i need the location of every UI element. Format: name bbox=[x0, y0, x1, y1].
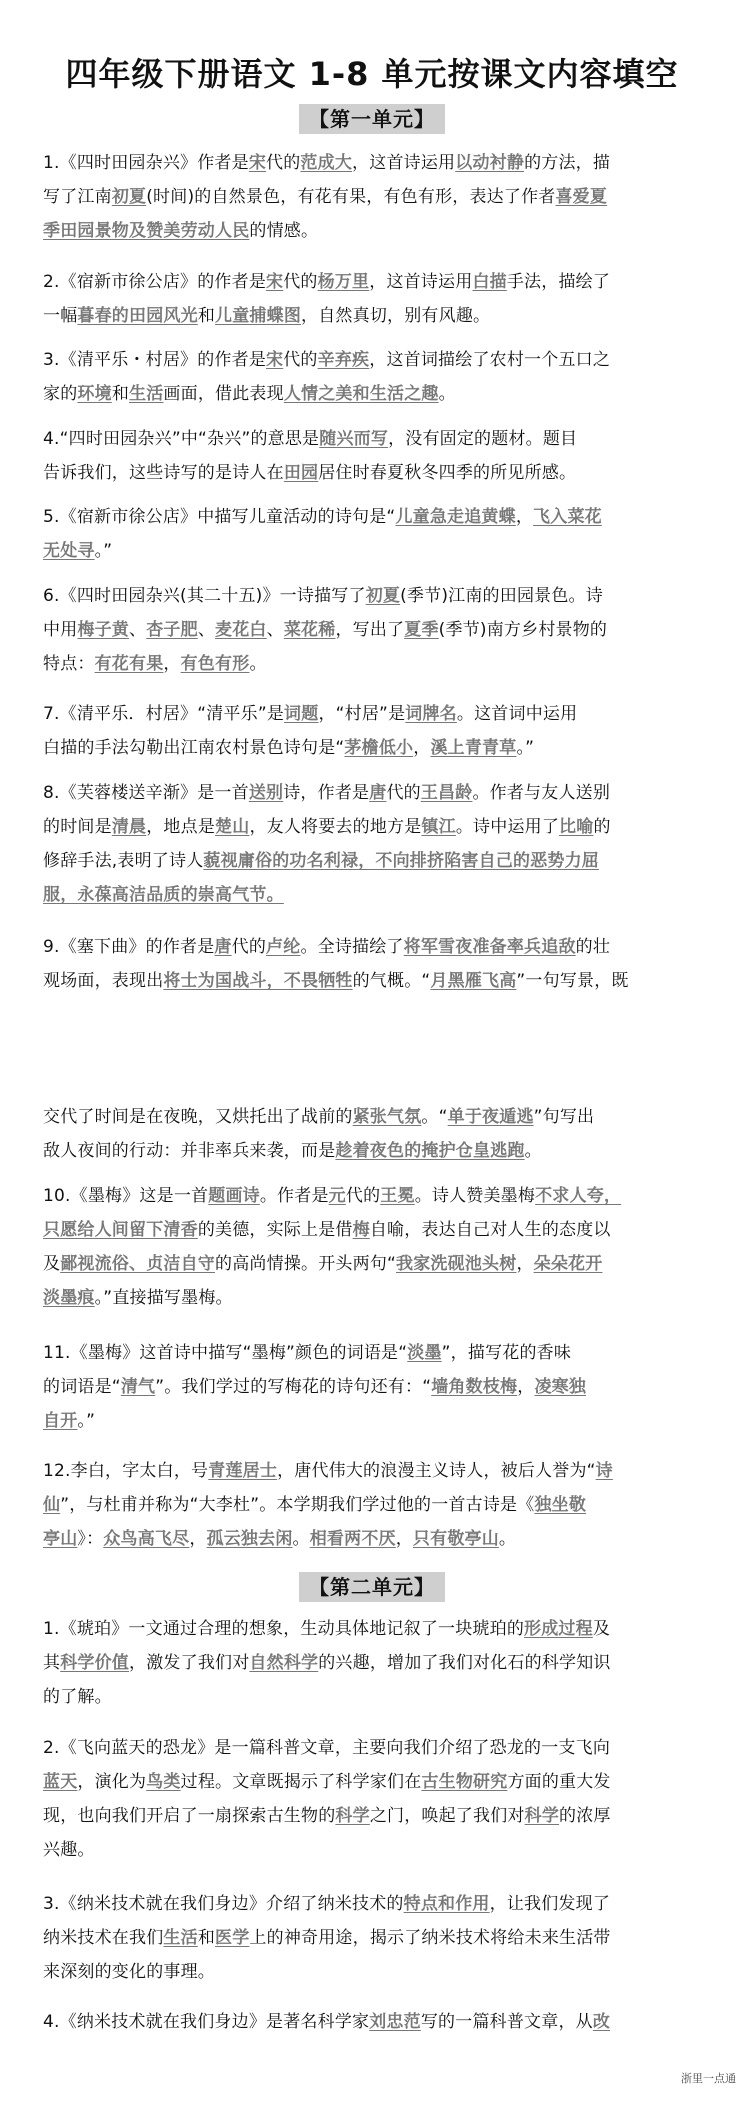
answer-blank: 人情之美和生活之趣 bbox=[283, 384, 439, 404]
prompt-text: ， bbox=[517, 1377, 535, 1397]
answer-blank: 不求人夸， bbox=[535, 1186, 622, 1206]
answer-blank: 科学价值 bbox=[60, 1653, 130, 1673]
text-line bbox=[43, 613, 705, 647]
prompt-text: 自喻，表达自己对人生的态度以 bbox=[369, 1220, 611, 1240]
prompt-text: 9.《塞下曲》的作者是 bbox=[43, 937, 215, 957]
prompt-text: 和 bbox=[197, 306, 216, 326]
prompt-text: 3.《纳米技术就在我们身边》介绍了纳米技术的 bbox=[43, 1894, 404, 1914]
answer-blank: 初夏 bbox=[111, 187, 147, 207]
text-line bbox=[43, 844, 705, 878]
prompt-text: 代的 bbox=[283, 272, 318, 292]
answer-blank: 儿童捕蝶图 bbox=[215, 306, 302, 326]
prompt-text: 的了解。 bbox=[43, 1687, 112, 1707]
prompt-text: ”句写出 bbox=[533, 1107, 595, 1127]
answer-blank: 众鸟高飞尽 bbox=[103, 1529, 190, 1549]
prompt-text: 。这首词中运用 bbox=[456, 704, 578, 724]
prompt-text: (季节)南方乡村景物的 bbox=[438, 620, 608, 640]
answer-blank: 独坐敬 bbox=[534, 1495, 587, 1515]
answer-blank: 诗 bbox=[595, 1461, 613, 1481]
prompt-text: 。作者与友人送别 bbox=[472, 783, 611, 803]
answer-blank: 将军雪夜准备率兵追敌 bbox=[403, 937, 576, 957]
prompt-text: ，唐代伟大的浪漫主义诗人，被后人誉为“ bbox=[277, 1461, 596, 1481]
prompt-text: 手法，描绘了 bbox=[506, 272, 611, 292]
prompt-text: 11.《墨梅》这首诗中描写“墨梅”颜色的词语是“ bbox=[43, 1343, 408, 1363]
prompt-text: (时间)的自然景色，有花有果，有色有形，表达了作者 bbox=[146, 187, 556, 207]
answer-blank: 题画诗 bbox=[208, 1186, 260, 1206]
answer-blank: 形成过程 bbox=[524, 1619, 593, 1639]
text-line bbox=[43, 776, 705, 810]
prompt-text: 画面，借此表现 bbox=[163, 384, 284, 404]
prompt-text: 其 bbox=[43, 1653, 61, 1673]
answer-blank: 科学 bbox=[524, 1806, 560, 1826]
answer-blank: 王昌龄 bbox=[420, 783, 473, 803]
answer-blank: 淡墨痕 bbox=[43, 1288, 95, 1308]
prompt-text: 告诉我们，这些诗写的是诗人在 bbox=[43, 463, 284, 483]
prompt-text: 。作者是 bbox=[259, 1186, 329, 1206]
answer-blank: 喜爱夏 bbox=[555, 187, 608, 207]
question-u1-10 bbox=[43, 1179, 705, 1315]
text-line bbox=[43, 377, 705, 411]
prompt-text: ，地点是 bbox=[146, 817, 216, 837]
prompt-text: 、 bbox=[197, 620, 216, 640]
prompt-text: 写了江南 bbox=[43, 187, 112, 207]
answer-blank: 无处寻 bbox=[43, 541, 95, 561]
answer-blank: 词题 bbox=[284, 704, 319, 724]
answer-blank: 将士为国战斗，不畏牺牲 bbox=[163, 971, 353, 991]
answer-blank: 茅檐低小 bbox=[344, 738, 414, 758]
prompt-text: 、 bbox=[266, 620, 284, 640]
answer-blank: 清气 bbox=[120, 1377, 156, 1397]
prompt-text: 1.《四时田园杂兴》作者是 bbox=[43, 153, 249, 173]
answer-blank: 王冕 bbox=[380, 1186, 415, 1206]
answer-blank: 亭山 bbox=[43, 1529, 78, 1549]
prompt-text: ，写出了 bbox=[335, 620, 405, 640]
prompt-text: 1.《琥珀》一文通过合理的想象，生动具体地记叙了一块琥珀的 bbox=[43, 1619, 525, 1639]
prompt-text: 12.李白，字太白，号 bbox=[43, 1461, 209, 1481]
answer-blank: 田园 bbox=[283, 463, 319, 483]
prompt-text: 。 bbox=[292, 1529, 310, 1549]
prompt-text: 及 bbox=[592, 1619, 611, 1639]
prompt-text: 的兴趣，增加了我们对化石的科学知识 bbox=[318, 1653, 611, 1673]
text-line bbox=[43, 1370, 705, 1404]
prompt-text: 。 bbox=[498, 1529, 517, 1549]
text-line bbox=[43, 1799, 705, 1833]
question-u1-8 bbox=[43, 776, 705, 912]
prompt-text: 》： bbox=[77, 1529, 104, 1549]
answer-blank: 梅子黄 bbox=[77, 620, 130, 640]
text-line bbox=[43, 647, 705, 681]
answer-blank: 改 bbox=[592, 2012, 611, 2032]
prompt-text: 。“ bbox=[421, 1107, 448, 1127]
text-line bbox=[43, 1247, 705, 1281]
prompt-text: 的美德，实际上是借 bbox=[197, 1220, 353, 1240]
answer-blank: 鄙视流俗、贞洁自守 bbox=[60, 1254, 216, 1274]
answer-blank: 清晨 bbox=[111, 817, 147, 837]
answer-blank: 藐视庸俗的功名利禄，不向排挤陷害自己的恶势力屈 bbox=[203, 851, 600, 871]
prompt-text: 7.《清平乐．村居》“清平乐”是 bbox=[43, 704, 285, 724]
text-line bbox=[43, 1765, 705, 1799]
answer-blank: 杏子肥 bbox=[146, 620, 198, 640]
question-u1-9-part1 bbox=[43, 930, 705, 998]
text-line bbox=[43, 878, 705, 912]
prompt-text: 家的 bbox=[43, 384, 78, 404]
prompt-text: 的气概。“ bbox=[352, 971, 431, 991]
question-u2-3 bbox=[43, 1887, 705, 1989]
text-line bbox=[43, 146, 705, 180]
answer-blank: 淡墨 bbox=[407, 1343, 442, 1363]
text-line bbox=[43, 180, 705, 214]
text-line bbox=[43, 1213, 705, 1247]
text-line bbox=[43, 265, 705, 299]
prompt-text: ，没有固定的题材。题目 bbox=[388, 429, 578, 449]
answer-blank: 送别 bbox=[248, 783, 284, 803]
answer-blank: 医学 bbox=[215, 1928, 250, 1948]
prompt-text: 。” bbox=[77, 1411, 96, 1431]
prompt-text: ，这首词描绘了农村一个五口之 bbox=[369, 350, 611, 370]
text-line bbox=[43, 1336, 705, 1370]
prompt-text: 中用 bbox=[43, 620, 78, 640]
prompt-text: 的高尚情操。开头两句“ bbox=[215, 1254, 397, 1274]
answer-blank: 自然科学 bbox=[249, 1653, 319, 1673]
text-line bbox=[43, 343, 705, 377]
text-line bbox=[43, 534, 705, 568]
prompt-text: ，激发了我们对 bbox=[129, 1653, 250, 1673]
prompt-text: 10.《墨梅》这是一首 bbox=[43, 1186, 209, 1206]
answer-blank: 儿童急走追黄蝶 bbox=[395, 507, 516, 527]
page-title: 四年级下册语文 1-8 单元按课文内容填空 bbox=[65, 55, 679, 93]
unit-2-label: 【第二单元】 bbox=[299, 1572, 445, 1602]
prompt-text: 8.《芙蓉楼送辛渐》是一首 bbox=[43, 783, 249, 803]
answer-blank: 宋 bbox=[266, 272, 284, 292]
answer-blank: 孤云独去闲 bbox=[206, 1529, 293, 1549]
answer-blank: 白描 bbox=[472, 272, 507, 292]
answer-blank: 蓝天 bbox=[43, 1772, 78, 1792]
text-line bbox=[43, 1955, 705, 1989]
prompt-text: ， bbox=[189, 1529, 207, 1549]
prompt-text: ， bbox=[516, 1254, 534, 1274]
prompt-text: 的方法，描 bbox=[524, 153, 611, 173]
answer-blank: 刘忠范 bbox=[369, 2012, 421, 2032]
prompt-text: ”一句写景，既 bbox=[516, 971, 629, 991]
answer-blank: 古生物研究 bbox=[421, 1772, 508, 1792]
text-line bbox=[43, 731, 705, 765]
prompt-text: 交代了时间是在夜晚，又烘托出了战前的 bbox=[43, 1107, 353, 1127]
prompt-text: 居住时春夏秋冬四季的所见所感。 bbox=[318, 463, 577, 483]
text-line bbox=[43, 299, 705, 333]
question-u1-9-part2 bbox=[43, 1100, 705, 1168]
prompt-text: 过程。文章既揭示了科学家们在 bbox=[180, 1772, 422, 1792]
prompt-text: 一幅 bbox=[43, 306, 78, 326]
prompt-text: 代的 bbox=[283, 350, 318, 370]
prompt-text: 的壮 bbox=[575, 937, 611, 957]
text-line bbox=[43, 422, 705, 456]
text-line bbox=[43, 1646, 705, 1680]
text-line bbox=[43, 1921, 705, 1955]
prompt-text: 来深刻的变化的事理。 bbox=[43, 1962, 215, 1982]
question-u1-6 bbox=[43, 579, 705, 681]
prompt-text: ，这首诗运用 bbox=[369, 272, 473, 292]
text-line bbox=[43, 1454, 705, 1488]
answer-blank: 唐 bbox=[369, 783, 387, 803]
answer-blank: 趁着夜色的掩护仓皇逃跑 bbox=[335, 1141, 525, 1161]
prompt-text: ，这首诗运用 bbox=[352, 153, 456, 173]
answer-blank: 青莲居士 bbox=[208, 1461, 278, 1481]
prompt-text: 。” bbox=[94, 541, 113, 561]
answer-blank: 只有敬亭山 bbox=[412, 1529, 499, 1549]
prompt-text: ，演化为 bbox=[77, 1772, 147, 1792]
answer-blank: 辛弃疾 bbox=[317, 350, 370, 370]
answer-blank: 相看两不厌 bbox=[309, 1529, 396, 1549]
prompt-text: 代的 bbox=[386, 783, 421, 803]
prompt-text: ， bbox=[515, 507, 534, 527]
answer-blank: 生活 bbox=[163, 1928, 198, 1948]
prompt-text: 的浓厚 bbox=[559, 1806, 611, 1826]
answer-blank: 宋 bbox=[266, 350, 284, 370]
prompt-text: 方面的重大发 bbox=[507, 1772, 611, 1792]
answer-blank: 服，永葆高洁品质的崇高气节。 bbox=[43, 885, 284, 905]
answer-blank: 卢纶 bbox=[266, 937, 301, 957]
unit-1-label: 【第一单元】 bbox=[299, 104, 445, 134]
answer-blank: 自开 bbox=[43, 1411, 78, 1431]
prompt-text: 4.“四时田园杂兴”中“杂兴”的意思是 bbox=[43, 429, 320, 449]
answer-blank: 宋 bbox=[248, 153, 267, 173]
answer-blank: 朵朵花开 bbox=[533, 1254, 603, 1274]
answer-blank: 墙角数枝梅 bbox=[431, 1377, 518, 1397]
prompt-text: 。” bbox=[516, 738, 535, 758]
answer-blank: 菜花稀 bbox=[283, 620, 336, 640]
prompt-text: 5.《宿新市徐公店》中描写儿童活动的诗句是“ bbox=[43, 507, 396, 527]
answer-blank: 词牌名 bbox=[405, 704, 457, 724]
text-line bbox=[43, 1731, 705, 1765]
question-u1-5 bbox=[43, 500, 705, 568]
answer-blank: 紧张气氛 bbox=[352, 1107, 422, 1127]
answer-blank: 唐 bbox=[214, 937, 232, 957]
question-u1-4 bbox=[43, 422, 705, 490]
answer-blank: 麦花白 bbox=[215, 620, 267, 640]
prompt-text: ， bbox=[163, 654, 181, 674]
answer-blank: 季田园景物及赞美劳动人民 bbox=[43, 221, 250, 241]
prompt-text: 3.《清平乐・村居》的作者是 bbox=[43, 350, 267, 370]
question-u1-3 bbox=[43, 343, 705, 411]
answer-blank: 有花有果 bbox=[94, 654, 164, 674]
prompt-text: 之门，唤起了我们对 bbox=[369, 1806, 525, 1826]
answer-blank: 环境 bbox=[77, 384, 112, 404]
prompt-text: 。诗人赞美墨梅 bbox=[414, 1186, 536, 1206]
question-u1-7 bbox=[43, 697, 705, 765]
question-u2-2 bbox=[43, 1731, 705, 1867]
text-line bbox=[43, 1281, 705, 1315]
prompt-text: 白描的手法勾勒出江南农村景色诗句是“ bbox=[43, 738, 345, 758]
answer-blank: 比喻 bbox=[559, 817, 594, 837]
question-u2-4 bbox=[43, 2005, 705, 2039]
prompt-text: 代的 bbox=[231, 937, 267, 957]
watermark-text: 浙里一点通 bbox=[681, 2072, 736, 2085]
text-line bbox=[43, 1100, 705, 1134]
text-line bbox=[43, 1404, 705, 1438]
text-line bbox=[43, 810, 705, 844]
prompt-text: 现，也向我们开启了一扇探索古生物的 bbox=[43, 1806, 336, 1826]
prompt-text: ”。我们学过的写梅花的诗句还有：“ bbox=[155, 1377, 432, 1397]
answer-blank: 只愿给人间留下清香 bbox=[43, 1220, 198, 1240]
prompt-text: 写的一篇科普文章，从 bbox=[420, 2012, 593, 2032]
prompt-text: 2.《飞向蓝天的恐龙》是一篇科普文章，主要向我们介绍了恐龙的一支飞向 bbox=[43, 1738, 611, 1758]
prompt-text: 的情感。 bbox=[249, 221, 319, 241]
prompt-text: 代的 bbox=[266, 153, 301, 173]
answer-blank: 我家洗砚池头树 bbox=[396, 1254, 517, 1274]
question-u1-11 bbox=[43, 1336, 705, 1438]
text-line bbox=[43, 1179, 705, 1213]
question-u2-1 bbox=[43, 1612, 705, 1714]
text-line bbox=[43, 1833, 705, 1867]
text-line bbox=[43, 930, 705, 964]
prompt-text: 兴趣。 bbox=[43, 1840, 95, 1860]
answer-blank: 有色有形 bbox=[180, 654, 250, 674]
prompt-text: 的 bbox=[593, 817, 611, 837]
text-line bbox=[43, 579, 705, 613]
prompt-text: 敌人夜间的行动：并非率兵来袭，而是 bbox=[43, 1141, 336, 1161]
prompt-text: 上的神奇用途，揭示了纳米技术将给未来生活带 bbox=[249, 1928, 611, 1948]
answer-blank: 特点和作用 bbox=[403, 1894, 490, 1914]
prompt-text: 诗，作者是 bbox=[283, 783, 370, 803]
prompt-text: ”，描写花的香味 bbox=[441, 1343, 572, 1363]
prompt-text: ，让我们发现了 bbox=[489, 1894, 611, 1914]
answer-blank: 楚山 bbox=[215, 817, 250, 837]
text-line bbox=[43, 1134, 705, 1168]
text-line bbox=[43, 1887, 705, 1921]
prompt-text: 及 bbox=[43, 1254, 61, 1274]
prompt-text: 6.《四时田园杂兴(其二十五)》一诗描写了 bbox=[43, 586, 366, 606]
prompt-text: 的词语是“ bbox=[43, 1377, 121, 1397]
prompt-text: 特点： bbox=[43, 654, 95, 674]
text-line bbox=[43, 214, 705, 248]
prompt-text: 4.《纳米技术就在我们身边》是著名科学家 bbox=[43, 2012, 370, 2032]
prompt-text: 代的 bbox=[345, 1186, 381, 1206]
prompt-text: 。 bbox=[438, 384, 456, 404]
prompt-text: 。 bbox=[249, 654, 267, 674]
text-line bbox=[43, 500, 705, 534]
text-line bbox=[43, 1522, 705, 1556]
answer-blank: 范成大 bbox=[300, 153, 353, 173]
answer-blank: 溪上青青草 bbox=[430, 738, 517, 758]
answer-blank: 科学 bbox=[335, 1806, 370, 1826]
text-line bbox=[43, 2005, 705, 2039]
text-line bbox=[43, 456, 705, 490]
prompt-text: 。全诗描绘了 bbox=[300, 937, 404, 957]
text-line bbox=[43, 1488, 705, 1522]
prompt-text: 和 bbox=[111, 384, 130, 404]
answer-blank: 仙 bbox=[43, 1495, 61, 1515]
prompt-text: 、 bbox=[129, 620, 147, 640]
prompt-text: 。”直接描写墨梅。 bbox=[94, 1288, 233, 1308]
text-line bbox=[43, 1612, 705, 1646]
question-u1-1 bbox=[43, 146, 705, 248]
question-u1-2 bbox=[43, 265, 705, 333]
text-line bbox=[43, 1680, 705, 1714]
prompt-text: 。诗中运用了 bbox=[455, 817, 560, 837]
answer-blank: 夏季 bbox=[404, 620, 439, 640]
prompt-text: ， bbox=[395, 1529, 413, 1549]
answer-blank: 以动衬静 bbox=[455, 153, 525, 173]
text-line bbox=[43, 964, 705, 998]
answer-blank: 凌寒独 bbox=[534, 1377, 587, 1397]
answer-blank: 飞入菜花 bbox=[533, 507, 602, 527]
prompt-text: 和 bbox=[197, 1928, 216, 1948]
answer-blank: 杨万里 bbox=[317, 272, 370, 292]
answer-blank: 镇江 bbox=[421, 817, 456, 837]
prompt-text: (季节)江南的田园景色。诗 bbox=[400, 586, 603, 606]
answer-blank: 元 bbox=[328, 1186, 346, 1206]
answer-blank: 暮春的田园风光 bbox=[77, 306, 198, 326]
prompt-text: 修辞手法,表明了诗人 bbox=[43, 851, 204, 871]
answer-blank: 随兴而写 bbox=[319, 429, 389, 449]
answer-blank: 单于夜遁逃 bbox=[447, 1107, 534, 1127]
text-line bbox=[43, 697, 705, 731]
prompt-text: 。 bbox=[524, 1141, 542, 1161]
prompt-text: ， bbox=[413, 738, 431, 758]
answer-blank: 初夏 bbox=[365, 586, 401, 606]
prompt-text: 的时间是 bbox=[43, 817, 112, 837]
prompt-text: ，自然真切，别有风趣。 bbox=[301, 306, 491, 326]
prompt-text: 2.《宿新市徐公店》的作者是 bbox=[43, 272, 267, 292]
prompt-text: ”，与杜甫并称为“大李杜”。本学期我们学过他的一首古诗是《 bbox=[60, 1495, 535, 1515]
answer-blank: 生活 bbox=[129, 384, 164, 404]
prompt-text: 观场面，表现出 bbox=[43, 971, 164, 991]
answer-blank: 月黑雁飞高 bbox=[430, 971, 517, 991]
question-u1-12 bbox=[43, 1454, 705, 1556]
prompt-text: 纳米技术在我们 bbox=[43, 1928, 164, 1948]
unit-2-heading bbox=[0, 1572, 744, 1602]
prompt-text: ，友人将要去的地方是 bbox=[249, 817, 422, 837]
answer-blank: 鸟类 bbox=[146, 1772, 181, 1792]
prompt-text: ，“村居”是 bbox=[318, 704, 406, 724]
answer-blank: 梅 bbox=[352, 1220, 370, 1240]
unit-1-heading bbox=[0, 104, 744, 134]
